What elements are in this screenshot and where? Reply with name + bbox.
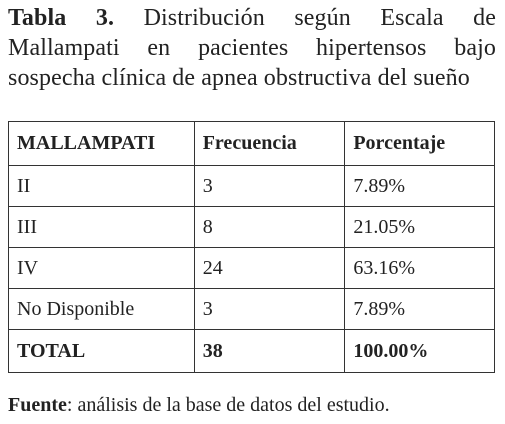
source-text: : análisis de la base de datos del estudio. bbox=[66, 394, 390, 416]
total-label: TOTAL bbox=[9, 330, 195, 373]
cell-porcentaje: 63.16% bbox=[345, 248, 495, 289]
cell-frecuencia: 3 bbox=[194, 166, 345, 207]
caption-text: Distribución según Escala de Mallampati en pacientes hipertensos bajo sospecha clínica de apnea obstructiva del sueño bbox=[8, 5, 496, 91]
table-row bbox=[9, 248, 495, 289]
total-frecuencia: 38 bbox=[194, 330, 345, 373]
caption-label: Tabla 3. bbox=[8, 5, 115, 31]
table-row bbox=[9, 166, 495, 207]
cell-frecuencia: 8 bbox=[194, 207, 345, 248]
cell-porcentaje: 7.89% bbox=[345, 289, 495, 330]
total-porcentaje: 100.00% bbox=[345, 330, 495, 373]
table-total-row bbox=[9, 330, 495, 373]
cell-frecuencia: 24 bbox=[194, 248, 345, 289]
cell-porcentaje: 21.05% bbox=[345, 207, 495, 248]
cell-mallampati: III bbox=[9, 207, 195, 248]
source-note bbox=[8, 394, 390, 417]
cell-mallampati: II bbox=[9, 166, 195, 207]
column-header-frecuencia: Frecuencia bbox=[194, 122, 345, 166]
cell-mallampati: IV bbox=[9, 248, 195, 289]
table-header-row bbox=[9, 122, 495, 166]
table-caption bbox=[8, 3, 496, 93]
cell-porcentaje: 7.89% bbox=[345, 166, 495, 207]
mallampati-table bbox=[8, 121, 495, 373]
table-row bbox=[9, 207, 495, 248]
column-header-porcentaje: Porcentaje bbox=[345, 122, 495, 166]
table-row bbox=[9, 289, 495, 330]
cell-mallampati: No Disponible bbox=[9, 289, 195, 330]
column-header-mallampati: MALLAMPATI bbox=[9, 122, 195, 166]
source-label: Fuente bbox=[8, 394, 67, 416]
cell-frecuencia: 3 bbox=[194, 289, 345, 330]
